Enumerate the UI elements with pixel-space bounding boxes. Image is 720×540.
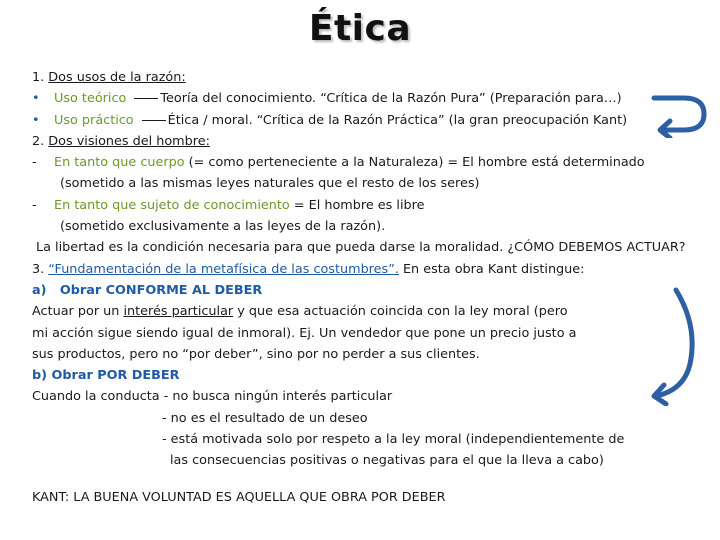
section3-b-line4: las consecuencias positivas o negativas para el que la lleva a cabo) — [170, 453, 604, 469]
practical-use-label: Uso práctico — [54, 112, 134, 128]
curved-arrow-icon — [650, 92, 714, 138]
section2-vision-body-cont: (sometido a las mismas leyes naturales que el resto de los seres) — [60, 176, 480, 192]
section3-b-line3: - está motivada solo por respeto a la ley moral (independientemente de — [162, 432, 625, 448]
connector-line — [134, 98, 158, 99]
section3-b-line2: - no es el resultado de un deseo — [162, 410, 368, 426]
section3-b-heading: b) Obrar POR DEBER — [32, 368, 180, 384]
section2-heading-text: Dos visiones del hombre: — [48, 133, 210, 149]
section3-a-line2: mi acción sigue siendo igual de inmoral). Ej. Un vendedor que pone un precio justo a — [32, 325, 577, 341]
bullet-icon: • — [32, 112, 40, 128]
page-title: Ética — [308, 8, 412, 49]
section3-heading — [32, 259, 712, 280]
a-line1-pre: Actuar por un — [32, 304, 124, 320]
a-line1-underlined: interés particular — [123, 304, 234, 320]
section1-heading — [32, 67, 712, 88]
section3-num: 3. — [32, 261, 45, 277]
section2-vision-subject-cont: (sometido exclusivamente a las leyes de la razón). — [60, 219, 386, 235]
a-label: a) — [32, 282, 47, 298]
section2-num: 2. — [32, 133, 45, 149]
dash-marker: - — [32, 197, 37, 213]
final-statement: KANT: LA BUENA VOLUNTAD ES AQUELLA QUE OBRA POR DEBER — [32, 490, 446, 505]
vision-body-text: (= como perteneciente a la Naturaleza) = El hombre está determinado — [184, 155, 645, 171]
document-body — [32, 67, 712, 472]
section3-a-heading — [32, 280, 712, 301]
section2-heading — [32, 131, 712, 152]
vision-body-label: En tanto que cuerpo — [54, 155, 185, 171]
vision-subject-text: = El hombre es libre — [289, 197, 425, 213]
theoretical-use-label: Uso teórico — [54, 91, 127, 107]
section3-work-title: “Fundamentación de la metafísica de las costumbres”. — [48, 261, 399, 277]
practical-use-text: Ética / moral. “Crítica de la Razón Práctica” (la gran preocupación Kant) — [167, 112, 628, 128]
section3-a-line1 — [32, 301, 712, 322]
section3-heading-rest: En esta obra Kant distingue: — [398, 261, 585, 277]
section2-vision-subject — [32, 195, 712, 216]
bullet-icon: • — [32, 91, 40, 107]
section1-item-practical — [32, 110, 712, 131]
liberty-statement: La libertad es la condición necesaria para que pueda darse la moralidad. ¿CÓMO DEBEMOS ACTUAR? — [36, 240, 686, 256]
a-line1-post: y que esa actuación coincida con la ley moral (pero — [233, 304, 568, 320]
connector-line — [142, 120, 166, 121]
curved-arrow-icon — [646, 286, 706, 406]
section1-num: 1. — [32, 70, 45, 85]
theoretical-use-text: Teoría del conocimiento. “Crítica de la Razón Pura” (Preparación para…) — [160, 91, 622, 107]
dash-marker: - — [32, 155, 37, 171]
section2-vision-body — [32, 152, 712, 173]
section1-item-theoretical — [32, 88, 712, 109]
section3-b-line1: Cuando la conducta - no busca ningún interés particular — [32, 389, 393, 405]
vision-subject-label: En tanto que sujeto de conocimiento — [54, 197, 290, 213]
section3-a-line3: sus productos, pero no “por deber”, sino por no perder a sus clientes. — [32, 346, 480, 362]
section1-heading-text: Dos usos de la razón: — [48, 70, 186, 85]
a-title: Obrar CONFORME AL DEBER — [59, 282, 263, 298]
